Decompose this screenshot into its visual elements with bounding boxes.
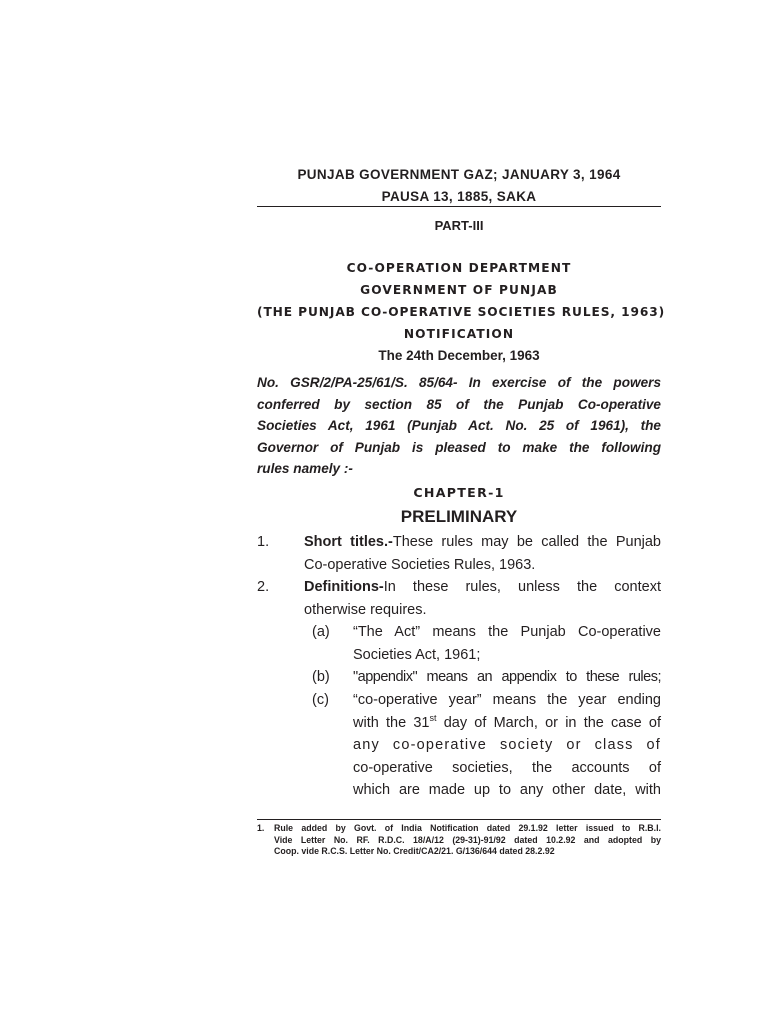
- ordinal-suffix: st: [429, 712, 437, 723]
- rule-2: [257, 576, 661, 621]
- gazette-header-line1: PUNJAB GOVERNMENT GAZ; JANUARY 3, 1964: [297, 167, 621, 182]
- intro-line: rules namely :-: [257, 461, 353, 477]
- rule-number: 1.: [257, 534, 270, 550]
- clause-c-line-2: [353, 712, 661, 735]
- clause-c: [353, 689, 661, 802]
- notification-date: The 24th December, 1963: [378, 348, 540, 363]
- intro-paragraph: [257, 372, 661, 480]
- rule-1-heading: Short titles.-: [304, 534, 393, 550]
- clause-b-line-1: "appendix" means an appendix to these rules;: [353, 669, 661, 685]
- rule-1-line: [304, 531, 661, 554]
- footnote-line: Vide Letter No. RF. R.D.C. 18/A/12 (29-31)-91/92 dated 10.2.92 and adopted by: [274, 834, 661, 845]
- clause-c-line-4: co-operative societies, the accounts of: [353, 759, 661, 776]
- intro-line: Governor of Punjab is pleased to make the following: [257, 439, 661, 455]
- clause-b: [353, 666, 661, 689]
- clause-c-line-1: “co-operative year” means the year ending: [353, 692, 661, 708]
- rules-title: (THE PUNJAB CO-OPERATIVE SOCIETIES RULES, 1963): [257, 305, 666, 319]
- footnote-number: 1.: [257, 823, 265, 833]
- intro-line: conferred by section 85 of the Punjab Co-operative: [257, 396, 661, 412]
- intro-line: Societies Act, 1961 (Punjab Act. No. 25 of 1961), the: [257, 418, 661, 434]
- clause-c-line-2-post: day of March, or in the case of: [436, 714, 661, 731]
- chapter-heading: CHAPTER-1: [413, 485, 505, 500]
- rule-number: 2.: [257, 579, 270, 595]
- header-rule: [257, 206, 661, 207]
- clause-c-label: (c): [312, 692, 329, 708]
- part-label: PART-III: [434, 218, 484, 233]
- preliminary-heading: PRELIMINARY: [400, 507, 518, 526]
- clause-a-label: (a): [312, 624, 330, 640]
- department-title: CO-OPERATION DEPARTMENT: [346, 261, 572, 275]
- footnote-line: Rule added by Govt. of India Notification dated 29.1.92 letter issued to R.B.I.: [274, 823, 661, 833]
- clause-a: [353, 621, 661, 666]
- rule-2-heading: Definitions-: [304, 579, 384, 595]
- clause-b-label: (b): [312, 669, 330, 685]
- footnote-line: Coop. vide R.C.S. Letter No. Credit/CA2/21. G/136/644 dated 28.2.92: [274, 846, 555, 857]
- clause-a-line-2: Societies Act, 1961;: [353, 646, 481, 663]
- clause-c-line-2-pre: with the 31: [353, 714, 430, 731]
- clause-c-line-3: any co-operative society or class of: [353, 737, 661, 754]
- footnote-rule: [257, 819, 661, 820]
- rule-2-line-2: otherwise requires.: [304, 601, 427, 618]
- government-title: GOVERNMENT OF PUNJAB: [360, 283, 558, 297]
- gazette-header-line2: PAUSA 13, 1885, SAKA: [381, 189, 537, 204]
- rule-2-line: [304, 576, 661, 599]
- clause-c-line-5: which are made up to any other date, with: [353, 782, 661, 799]
- rule-2-text: In these rules, unless the context: [383, 579, 661, 595]
- rule-1-line-2: Co-operative Societies Rules, 1963.: [304, 556, 536, 573]
- notification-title: NOTIFICATION: [403, 327, 515, 341]
- rule-1-text: These rules may be called the Punjab: [392, 534, 661, 550]
- intro-line: No. GSR/2/PA-25/61/S. 85/64- In exercise of the powers: [257, 375, 661, 390]
- clause-a-line-1: “The Act” means the Punjab Co-operative: [353, 624, 661, 640]
- gazette-page: [257, 0, 666, 1024]
- rule-1: [257, 531, 661, 576]
- footnote: [257, 823, 661, 858]
